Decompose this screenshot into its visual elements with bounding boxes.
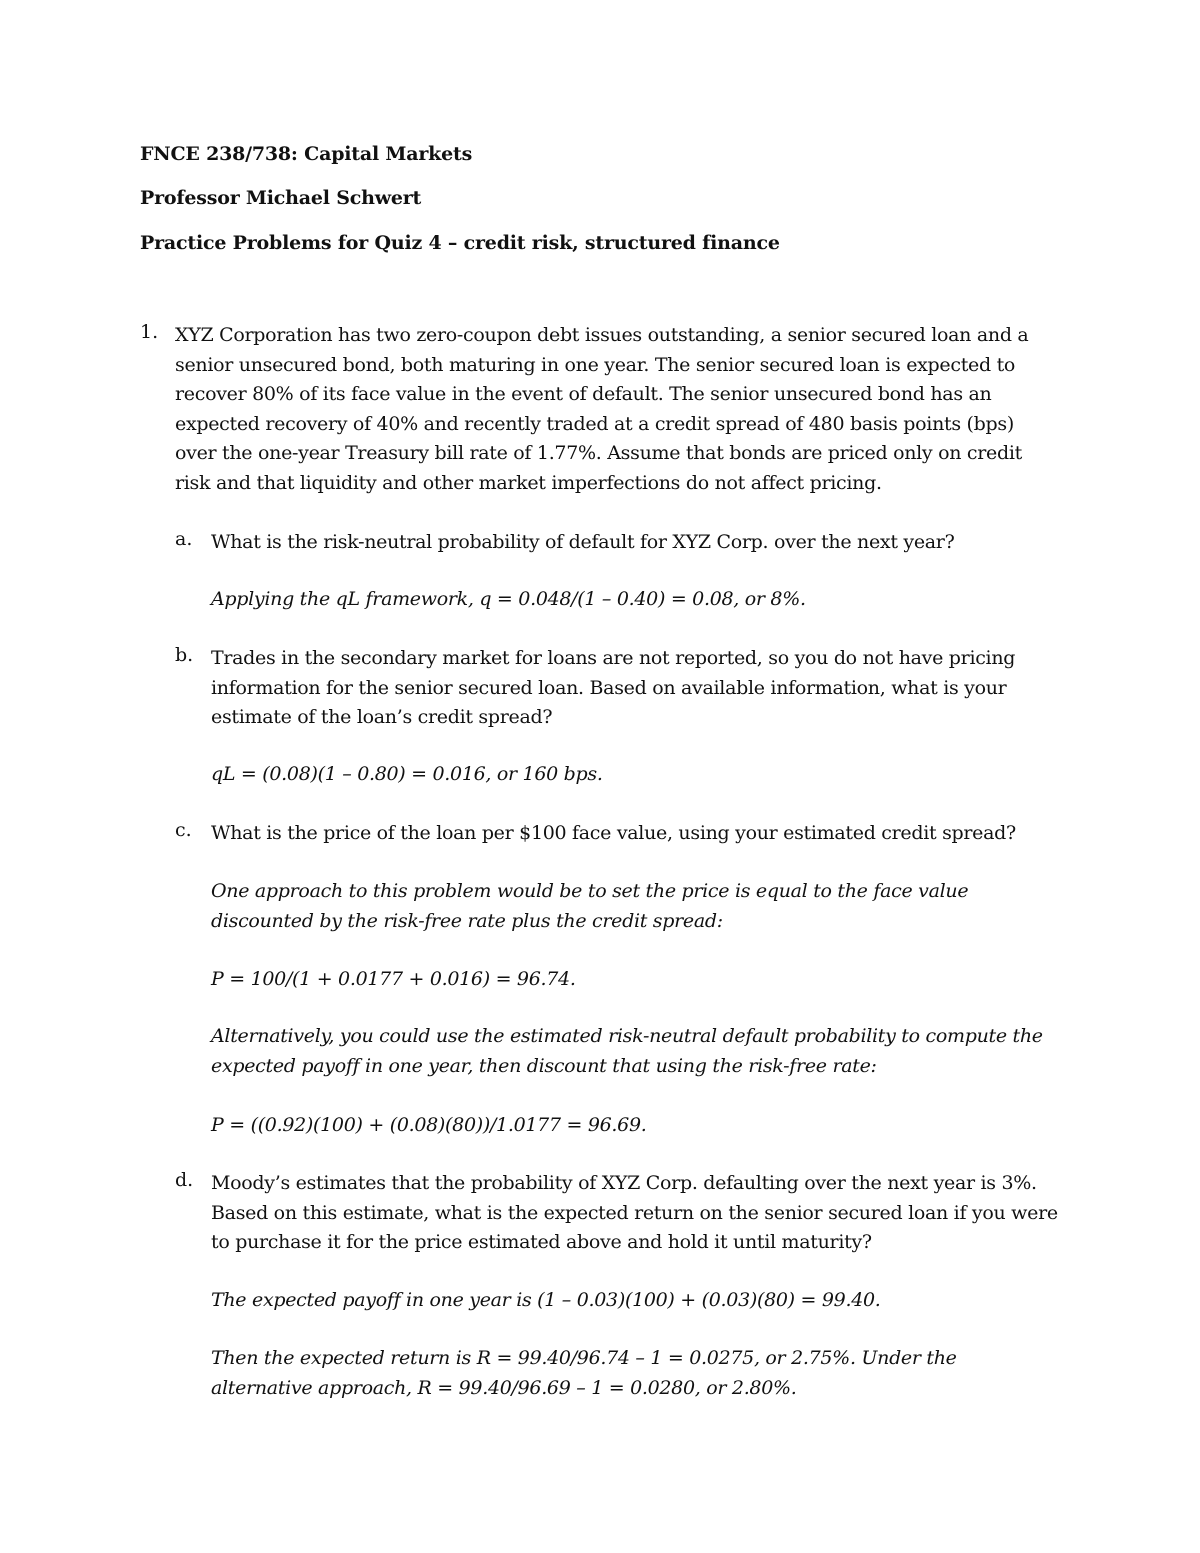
part-d-answer-line: Then the expected return is R = 99.40/96.74 – 1 = 0.0275, or 2.75%. Under the xyxy=(211,1347,957,1369)
part-b-question-line: information for the senior secured loan. Based on available information, what is your xyxy=(211,676,1007,699)
part-c-formula-1: P = 100/(1 + 0.0177 + 0.016) = 96.74. xyxy=(211,968,576,990)
professor-name: Professor Michael Schwert xyxy=(140,187,422,209)
part-d-letter: d. xyxy=(175,1169,194,1191)
part-c-question: What is the price of the loan per $100 face value, using your estimated credit spread? xyxy=(211,822,1016,844)
part-c-formula-1-block xyxy=(211,965,1081,995)
part-c-answer-line: discounted by the risk-free rate plus the credit spread: xyxy=(211,909,723,932)
part-b-question-line: Trades in the secondary market for loans are not reported, so you do not have pricing xyxy=(211,647,1016,669)
question-1-line: over the one-year Treasury bill rate of 1.77%. Assume that bonds are priced only on credit xyxy=(175,442,1022,465)
part-d-answer-line: alternative approach, R = 99.40/96.69 – 1 = 0.0280, or 2.80%. xyxy=(211,1376,797,1399)
part-d-question-line: Based on this estimate, what is the expected return on the senior secured loan if you were xyxy=(211,1201,1058,1224)
part-d-answer-2 xyxy=(211,1344,1081,1403)
document-title: Practice Problems for Quiz 4 – credit risk, structured finance xyxy=(140,232,780,254)
part-d-answer-1: The expected payoff in one year is (1 – 0.03)(100) + (0.03)(80) = 99.40. xyxy=(211,1289,881,1311)
part-a-question: What is the risk-neutral probability of default for XYZ Corp. over the next year? xyxy=(211,531,955,553)
course-title: FNCE 238/738: Capital Markets xyxy=(140,143,473,165)
part-c-answer-line: One approach to this problem would be to set the price is equal to the face value xyxy=(211,880,969,902)
question-1-line: XYZ Corporation has two zero-coupon debt issues outstanding, a senior secured loan and a xyxy=(175,324,1029,346)
question-1-line: risk and that liquidity and other market imperfections do not affect pricing. xyxy=(175,471,882,494)
part-c-answer-2 xyxy=(211,1022,1081,1081)
part-b xyxy=(211,644,1081,733)
question-1-line: recover 80% of its face value in the event of default. The senior unsecured bond has an xyxy=(175,383,992,406)
part-b-answer-block xyxy=(211,760,1081,790)
part-b-question-line: estimate of the loan’s credit spread? xyxy=(211,706,553,729)
part-a-letter: a. xyxy=(175,528,193,550)
part-d-question-line: Moody’s estimates that the probability of XYZ Corp. defaulting over the next year is 3%. xyxy=(211,1172,1037,1194)
question-1-line: senior unsecured bond, both maturing in one year. The senior secured loan is expected to xyxy=(175,353,1016,376)
part-b-answer: qL = (0.08)(1 – 0.80) = 0.016, or 160 bps. xyxy=(211,763,603,785)
part-c-formula-2: P = ((0.92)(100) + (0.08)(80))/1.0177 = 96.69. xyxy=(211,1114,647,1136)
part-d-answer-1-block xyxy=(211,1286,1081,1316)
part-c-formula-2-block xyxy=(211,1111,1081,1141)
part-d-question-line: to purchase it for the price estimated above and hold it until maturity? xyxy=(211,1231,872,1254)
part-c-answer-line: expected payoff in one year, then discount that using the risk-free rate: xyxy=(211,1054,877,1077)
part-c-letter: c. xyxy=(175,819,192,841)
part-c-answer-1 xyxy=(211,877,1081,936)
part-c xyxy=(211,819,1081,849)
part-a xyxy=(211,528,1081,558)
part-a-answer-block xyxy=(211,585,1081,615)
question-1-text xyxy=(175,321,1075,499)
question-1-line: expected recovery of 40% and recently traded at a credit spread of 480 basis points (bps) xyxy=(175,412,1014,435)
part-b-letter: b. xyxy=(175,644,194,666)
question-number: 1. xyxy=(140,321,159,343)
part-d xyxy=(211,1169,1081,1258)
part-a-answer: Applying the qL framework, q = 0.048/(1 – 0.40) = 0.08, or 8%. xyxy=(211,588,806,610)
part-c-answer-line: Alternatively, you could use the estimated risk-neutral default probability to compute the xyxy=(211,1025,1043,1047)
